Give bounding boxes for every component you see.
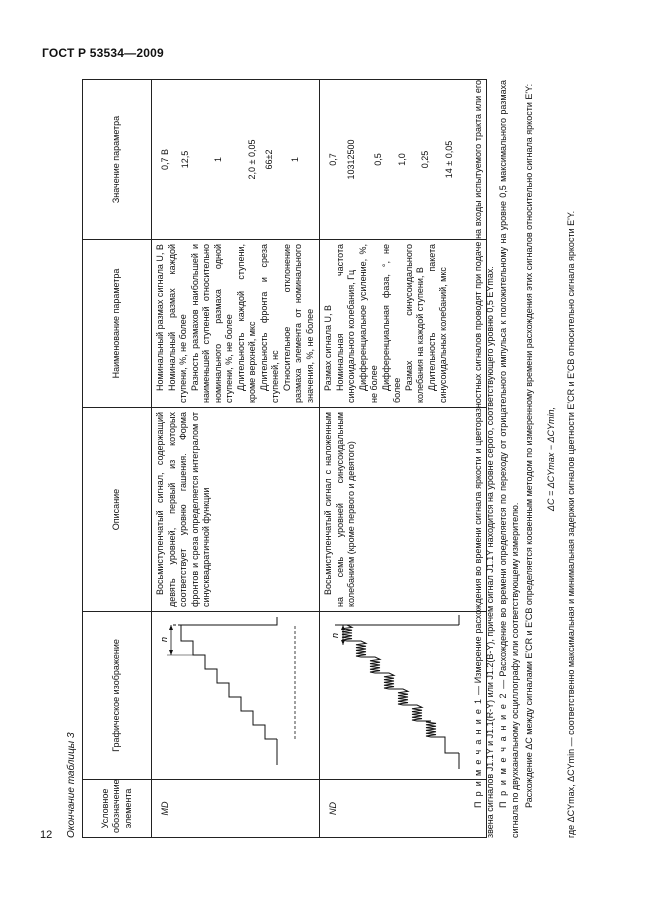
modulated-staircase-diagram (323, 607, 483, 775)
col-header-description: Описание (83, 408, 152, 612)
formula-where: где ΔCYmax, ΔCYmin — соответственно максимальная и минимальная задержки сигналов цветности E'CR и E'CB относительно сигнала яркости E'Y. (565, 210, 576, 838)
col-header-graphic: Графическое изображение (83, 612, 152, 780)
param-item: Длительность пакета синусоидальных колебаний, мкс (426, 244, 449, 403)
value-item: 14 ± 0,05 (443, 140, 454, 179)
value-list (320, 80, 487, 240)
value-item: 2,0 ± 0,05 (246, 139, 257, 180)
param-item: Номинальный размах каждой ступени, %, не более (166, 244, 189, 403)
document-header: ГОСТ Р 53534—2009 (42, 46, 164, 60)
note-2 (497, 80, 521, 838)
value-item: 10312500 (345, 139, 356, 180)
param-item: Длительность фронта и среза ступеней, нс (258, 244, 281, 403)
table-row (152, 80, 320, 838)
notes-block (472, 80, 578, 838)
description-text: Восьмиступенчатый сигнал, содержащий девять уровней, первый из которых соответствует уровню гашения. Форма фронтов и среза определяется интегралом от синусквадратичной функции (155, 412, 212, 607)
param-item: Длительность каждой ступени, кроме верхней, мкс (235, 244, 258, 403)
table-row (320, 80, 487, 838)
graphic-cell (152, 612, 320, 780)
value-item: 12,5 (179, 150, 190, 169)
note-2-label: П р и м е ч а н и е 2 (498, 692, 509, 808)
value-list (152, 80, 320, 240)
param-item: Размах синусоидального колебания на каждой ступени, В (403, 244, 426, 403)
parameters-table (82, 79, 487, 838)
param-item: Разность размахов наибольшей и наименьшей ступеней относительно номинального размаха одной ступени, %, не более (189, 244, 235, 403)
param-item: Размах сигнала U, В (323, 305, 334, 391)
value-item: 1 (289, 157, 300, 163)
page-number: 12 (40, 829, 53, 841)
param-item: Относительное отклонение размаха элемента от номинального значения, %, не более (281, 244, 315, 403)
note-2-text: — Расхождение во времени определяется по переходу от отрицательного импульса к положительному на уровне 0,5 максимального размаха сигнала по двухканальному осциллографу или соответствующему измерителю. (498, 80, 521, 838)
note-1 (472, 80, 496, 838)
value-item: 1,0 (396, 153, 407, 166)
graphic-cell (320, 612, 487, 780)
table-header-row (83, 80, 152, 838)
note-3: Расхождение ΔC между сигналами E'CR и E'CB определяется косвенным методом по измеренному времени расхождения этих сигналов относительно сигнала яркости E'Y: (523, 83, 534, 808)
value-item: 66±2 (264, 149, 275, 170)
graphic-label: n (330, 632, 341, 638)
note-1-text: — Измерение расхождения во времени сигнала яркости и цветоразностных сигналов проводят при подаче на входы испытуемого тракта или его звена сигналов J1.1Y и J1.1(R-Y) или J1.2(B-Y), причем сигнал J1.1Y находится на уровне серого, соответствующего уровню 0,5 EYmax. (473, 80, 496, 838)
staircase-diagram (155, 607, 305, 775)
row-code: ND (320, 780, 487, 838)
param-item: Дифференциальная фаза, °, не более (380, 244, 403, 403)
param-item: Номинальная частота синусоидального колебания, Гц (334, 244, 357, 403)
graphic-label: n (159, 636, 169, 642)
col-header-value: Значение параметра (83, 80, 152, 240)
param-item: Дифференциальное усиление, %, не более (357, 244, 380, 403)
param-item: Номинальный размах сигнала U, В (155, 244, 165, 391)
value-item: 1 (213, 157, 224, 163)
row-description (152, 408, 320, 612)
formula: ΔC = ΔCYmax − ΔCYmin, (545, 406, 556, 512)
col-header-code: Условное обозначение элемента (83, 780, 152, 838)
value-item: 0,25 (420, 150, 431, 169)
row-description (320, 408, 487, 612)
param-list (320, 240, 487, 408)
table-caption: Окончание таблицы 3 (66, 732, 77, 838)
value-item: 0,7 В (160, 149, 170, 171)
rotated-page-content (66, 80, 578, 838)
value-item: 0,5 (373, 153, 384, 166)
value-item: 0,7 (328, 153, 339, 166)
row-code: MD (152, 780, 320, 838)
col-header-param: Наименование параметра (83, 240, 152, 408)
note-1-label: П р и м е ч а н и е 1 (473, 697, 483, 808)
param-list (152, 240, 320, 408)
description-text: Восьмиступенчатый сигнал с наложенным на семь уровней синусоидальным колебанием (кроме первого и девятого) (323, 412, 357, 607)
